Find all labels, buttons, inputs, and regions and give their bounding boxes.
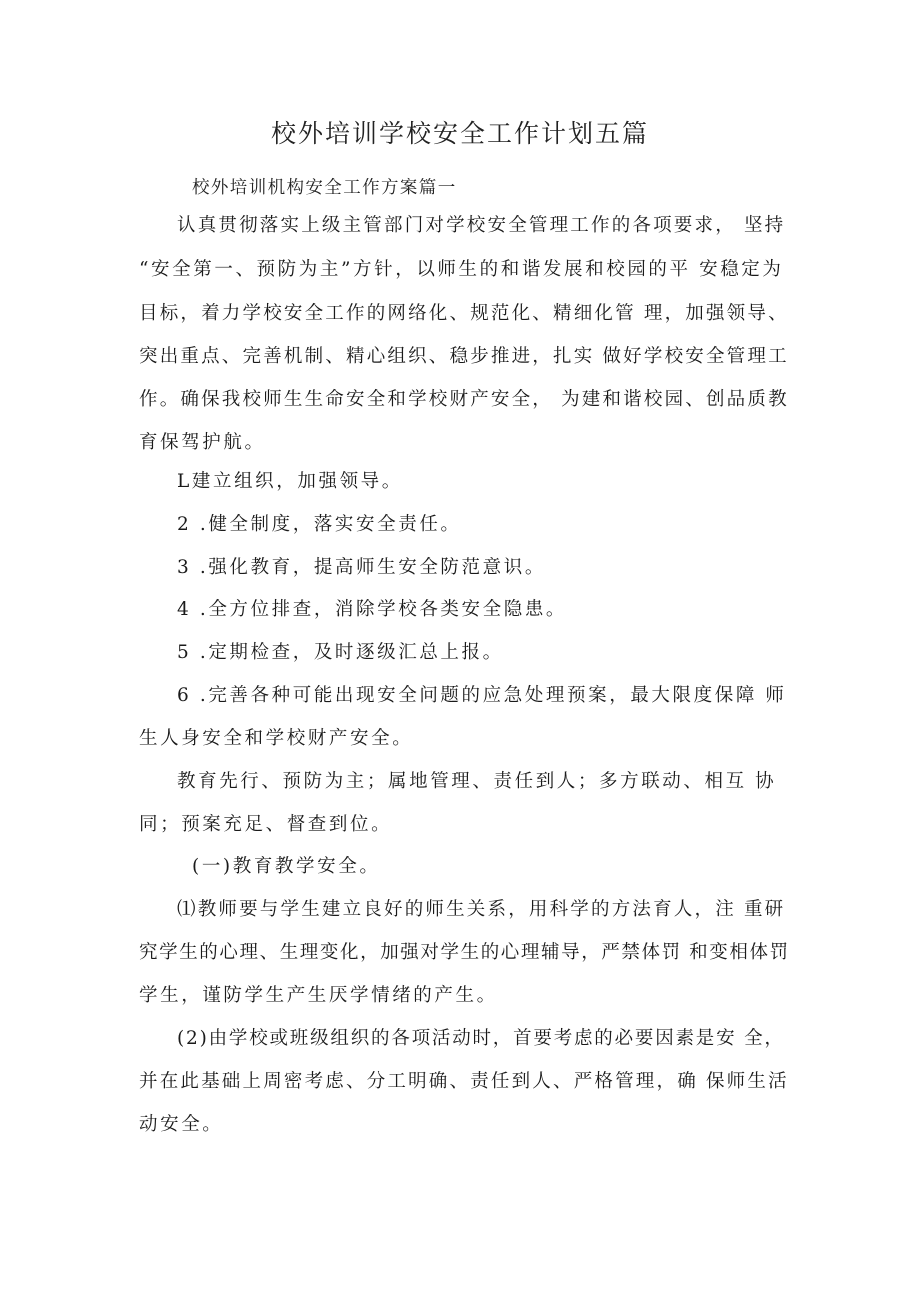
list-item: 6 .完善各种可能出现安全问题的应急处理预案，最大限度保障 师	[177, 685, 787, 706]
list-item: 2 .健全制度，落实安全责任。	[177, 514, 462, 535]
paragraph-line: 究学生的心理、生理变化，加强对学生的心理辅导，严禁体罚 和变相体罚	[139, 942, 790, 963]
paragraph-line: 作。确保我校师生生命安全和学校财产安全， 为建和谐校园、创品质教	[139, 389, 789, 410]
section-heading: (一)教育教学安全。	[192, 856, 381, 877]
list-item: 4 .全方位排查，消除学校各类安全隐患。	[177, 599, 568, 620]
document-subtitle: 校外培训机构安全工作方案篇一	[192, 178, 457, 198]
paragraph-line: ⑴教师要与学生建立良好的师生关系，用科学的方法育人，注 重研	[177, 899, 786, 920]
paragraph-line: 同；预案充足、督查到位。	[139, 814, 393, 835]
paragraph-line: 并在此基础上周密考虑、分工明确、责任到人、严格管理，确 保师生活	[139, 1071, 789, 1092]
paragraph-line: 目标，着力学校安全工作的网络化、规范化、精细化管 理，加强领导、	[139, 303, 789, 324]
list-item: 3 .强化教育，提高师生安全防范意识。	[177, 557, 546, 578]
paragraph-line: (2)由学校或班级组织的各项活动时，首要考虑的必要因素是安 全，	[177, 1028, 785, 1049]
document-title: 校外培训学校安全工作计划五篇	[270, 119, 649, 148]
paragraph-line: 突出重点、完善机制、精心组织、稳步推进，扎实 做好学校安全管理工	[139, 346, 789, 367]
paragraph-line: 育保驾护航。	[139, 432, 266, 453]
paragraph-line: 学生，谨防学生产生厌学情绪的产生。	[139, 985, 498, 1006]
paragraph-line: “安全第一、预防为主”方针，以师生的和谐发展和校园的平 安稳定为	[139, 259, 784, 280]
list-item: 5 .定期检查，及时逐级汇总上报。	[177, 642, 504, 663]
paragraph-line: 认真贯彻落实上级主管部门对学校安全管理工作的各项要求， 坚持	[177, 215, 786, 236]
list-item: L建立组织，加强领导。	[177, 471, 403, 492]
paragraph-line: 教育先行、预防为主；属地管理、责任到人；多方联动、相互 协	[177, 771, 777, 792]
paragraph-line: 动安全。	[139, 1114, 224, 1135]
paragraph-line: 生人身安全和学校财产安全。	[139, 728, 414, 749]
